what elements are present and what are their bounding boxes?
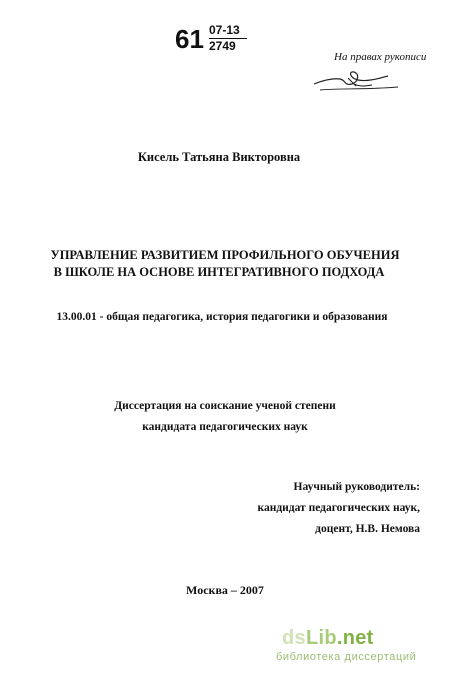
library-code-fraction: [209, 24, 253, 53]
degree-line-2: кандидата педагогических наук: [142, 421, 308, 433]
watermark-lib: Lib: [305, 627, 337, 649]
city-year: Москва – 2007: [186, 583, 264, 597]
watermark-tagline: библиотека диссертаций: [276, 651, 417, 663]
library-code-main: 61: [175, 24, 204, 54]
library-code-top: 07-13: [209, 24, 247, 39]
degree-line-1: Диссертация на соискание ученой степени: [114, 400, 336, 412]
dissertation-title-line-2: В ШКОЛЕ НА ОСНОВЕ ИНТЕГРАТИВНОГО ПОДХОДА: [53, 265, 385, 279]
watermark-net: .net: [336, 627, 374, 649]
specialty-code: 13.00.01 - общая педагогика, история педагогики и образования: [56, 311, 388, 323]
handwritten-signature: [310, 62, 410, 96]
author-name: Кисель Татьяна Викторовна: [137, 150, 301, 164]
library-code-bottom: 2749: [209, 39, 236, 53]
advisor-heading: Научный руководитель:: [293, 481, 420, 493]
watermark-ds: ds: [282, 627, 306, 649]
advisor-name: доцент, Н.В. Немова: [315, 523, 420, 535]
rights-note: На правах рукописи: [334, 51, 427, 63]
dissertation-title-line-1: УПРАВЛЕНИЕ РАЗВИТИЕМ ПРОФИЛЬНОГО ОБУЧЕНИЯ: [50, 248, 400, 262]
advisor-degree: кандидат педагогических наук,: [257, 502, 420, 514]
watermark-logo: [282, 628, 374, 648]
